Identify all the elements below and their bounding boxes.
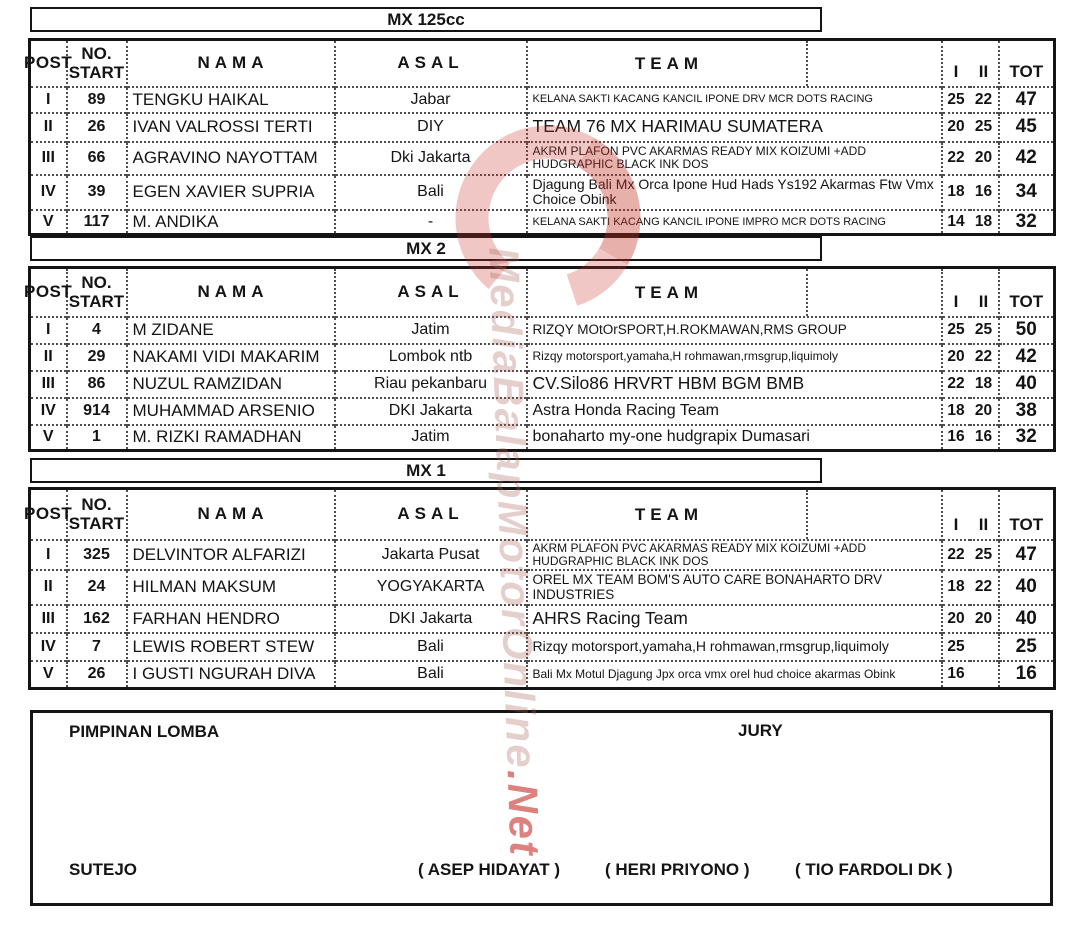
cell-race1-points: 25 [942,633,970,661]
cell-team: bonaharto my-one hudgrapix Dumasari [527,425,942,451]
cell-team: AKRM PLAFON PVC AKARMAS READY MIX KOIZUMI +ADD HUDGRAPHIC BLACK INK DOS [527,540,942,571]
cell-team: Rizqy motorsport,yamaha,H rohmawan,rmsgrup,liquimoly [527,633,942,661]
jury-name-1: ( ASEP HIDAYAT ) [418,860,561,879]
cell-team: OREL MX TEAM BOM'S AUTO CARE BONAHARTO DRV INDUSTRIES [527,570,942,604]
cell-rider-name: NUZUL RAMZIDAN [127,371,335,398]
cell-rider-name: M. RIZKI RAMADHAN [127,425,335,451]
table-row [30,605,1055,633]
cell-race1-points: 22 [942,371,970,398]
table-row [30,87,1055,113]
cell-start-number: 7 [67,633,127,661]
table-row [30,570,1055,604]
cell-start-number: 24 [67,570,127,604]
cell-position: I [30,87,67,113]
cell-start-number: 325 [67,540,127,571]
header-team: TEAM [527,489,942,540]
header-position: POST [24,282,73,302]
jury-title: JURY [738,721,783,740]
cell-race1-points: 22 [942,142,970,175]
cell-rider-name: EGEN XAVIER SUPRIA [127,175,335,210]
cell-race2-points [970,633,999,661]
header-row [30,489,1055,540]
table-row [30,317,1055,344]
cell-position: V [30,661,67,689]
signature-box [30,710,1053,906]
cell-total-points: 42 [999,344,1055,371]
section-title-text: MX 1 [406,460,446,480]
cell-rider-name: IVAN VALROSSI TERTI [127,113,335,142]
header-total: TOT [999,40,1055,87]
cell-position: II [30,113,67,142]
cell-race1-points: 22 [942,540,970,571]
cell-team: AKRM PLAFON PVC AKARMAS READY MIX KOIZUMI +ADD HUDGRAPHIC BLACK INK DOS [527,142,942,175]
header-name: NAMA [127,268,335,317]
cell-race1-points: 18 [942,175,970,210]
watermark-text-main: MediaBalapMotorOnline [480,246,546,771]
cell-team: KELANA SAKTI KACANG KANCIL IPONE DRV MCR DOTS RACING [527,87,942,113]
header-origin: ASAL [335,40,527,87]
cell-position: IV [30,398,67,425]
header-race1: I [942,40,970,87]
cell-total-points: 40 [999,605,1055,633]
cell-start-number: 4 [67,317,127,344]
section-title-mx1 [30,458,822,483]
cell-origin: DKI Jakarta [335,605,527,633]
cell-team: RIZQY MOtOrSPORT,H.ROKMAWAN,RMS GROUP [527,317,942,344]
cell-race1-points: 16 [942,661,970,689]
cell-position: I [30,540,67,571]
cell-total-points: 40 [999,371,1055,398]
table-row [30,113,1055,142]
cell-race1-points: 20 [942,605,970,633]
cell-start-number: 66 [67,142,127,175]
table-row [30,142,1055,175]
cell-origin: DIY [335,113,527,142]
header-race1: I [942,489,970,540]
cell-total-points: 40 [999,570,1055,604]
cell-race1-points: 25 [942,87,970,113]
cell-start-number: 39 [67,175,127,210]
cell-rider-name: I GUSTI NGURAH DIVA [127,661,335,689]
cell-position: V [30,425,67,451]
header-total: TOT [999,489,1055,540]
cell-total-points: 34 [999,175,1055,210]
table-row [30,425,1055,451]
header-race1: I [942,268,970,317]
results-table-mx1 [24,487,1056,690]
cell-team: Astra Honda Racing Team [527,398,942,425]
cell-race1-points: 20 [942,344,970,371]
cell-race2-points: 25 [970,540,999,571]
cell-team: Bali Mx Motul Djagung Jpx orca vmx orel hud choice akarmas Obink [527,661,942,689]
header-start-number: NO. START [67,268,127,317]
table-row [30,371,1055,398]
cell-start-number: 26 [67,113,127,142]
cell-race2-points: 25 [970,317,999,344]
cell-start-number: 89 [67,87,127,113]
cell-start-number: 86 [67,371,127,398]
section-title-mx2 [30,236,822,261]
cell-origin: Jatim [335,317,527,344]
cell-race2-points: 22 [970,87,999,113]
cell-rider-name: AGRAVINO NAYOTTAM [127,142,335,175]
table-row [30,540,1055,571]
table-row [30,344,1055,371]
cell-start-number: 914 [67,398,127,425]
cell-start-number: 1 [67,425,127,451]
cell-total-points: 16 [999,661,1055,689]
cell-origin: Lombok ntb [335,344,527,371]
cell-total-points: 38 [999,398,1055,425]
cell-race2-points: 20 [970,142,999,175]
cell-position: IV [30,175,67,210]
table-row [30,633,1055,661]
header-name: NAMA [127,489,335,540]
cell-total-points: 47 [999,87,1055,113]
cell-race2-points [970,661,999,689]
results-table-mx2 [24,266,1056,452]
cell-rider-name: HILMAN MAKSUM [127,570,335,604]
header-race2: II [978,514,989,534]
cell-origin: DKI Jakarta [335,398,527,425]
table-row [30,398,1055,425]
section-title-text: MX 125cc [387,9,465,29]
cell-team: KELANA SAKTI KACANG KANCIL IPONE IMPRO MCR DOTS RACING [527,210,942,235]
cell-total-points: 47 [999,540,1055,571]
jury-name-2: ( HERI PRIYONO ) [605,860,750,879]
cell-rider-name: DELVINTOR ALFARIZI [127,540,335,571]
table-row [30,175,1055,210]
header-start-number: NO. START [67,40,127,87]
header-total: TOT [999,268,1055,317]
cell-start-number: 29 [67,344,127,371]
cell-origin: Jatim [335,425,527,451]
cell-position: II [30,344,67,371]
cell-rider-name: NAKAMI VIDI MAKARIM [127,344,335,371]
header-row [30,268,1055,317]
header-name: NAMA [127,40,335,87]
cell-origin: Bali [335,661,527,689]
section-title-text: MX 2 [406,238,446,258]
cell-position: III [30,605,67,633]
cell-total-points: 45 [999,113,1055,142]
header-row [30,40,1055,87]
cell-origin: - [335,210,527,235]
cell-race1-points: 18 [942,398,970,425]
header-race2: II [978,61,989,81]
cell-position: III [30,371,67,398]
race-director-name: SUTEJO [69,860,138,879]
cell-race2-points: 18 [970,210,999,235]
cell-team: CV.Silo86 HRVRT HBM BGM BMB [527,371,942,398]
cell-position: V [30,210,67,235]
cell-race1-points: 20 [942,113,970,142]
cell-rider-name: M ZIDANE [127,317,335,344]
cell-start-number: 117 [67,210,127,235]
cell-race1-points: 18 [942,570,970,604]
table-row [30,661,1055,689]
cell-position: II [30,570,67,604]
cell-position: I [30,317,67,344]
cell-origin: YOGYAKARTA [335,570,527,604]
watermark-text-tail: .Net [498,768,549,858]
header-team: TEAM [527,268,942,317]
cell-rider-name: M. ANDIKA [127,210,335,235]
cell-position: IV [30,633,67,661]
header-start-number: NO. START [67,489,127,540]
cell-team: TEAM 76 MX HARIMAU SUMATERA [527,113,942,142]
cell-race2-points: 20 [970,398,999,425]
cell-total-points: 32 [999,425,1055,451]
cell-race2-points: 25 [970,113,999,142]
cell-rider-name: MUHAMMAD ARSENIO [127,398,335,425]
cell-race2-points: 18 [970,371,999,398]
header-origin: ASAL [335,268,527,317]
cell-total-points: 32 [999,210,1055,235]
results-table-mx125cc [24,38,1056,236]
header-origin: ASAL [335,489,527,540]
cell-origin: Jabar [335,87,527,113]
section-title-mx125cc [30,7,822,32]
cell-position: III [30,142,67,175]
cell-race1-points: 16 [942,425,970,451]
cell-origin: Bali [335,175,527,210]
cell-rider-name: FARHAN HENDRO [127,605,335,633]
cell-race2-points: 22 [970,344,999,371]
cell-start-number: 162 [67,605,127,633]
cell-rider-name: TENGKU HAIKAL [127,87,335,113]
cell-total-points: 42 [999,142,1055,175]
race-director-title: PIMPINAN LOMBA [69,722,220,741]
table-row [30,210,1055,235]
cell-team: Djagung Bali Mx Orca Ipone Hud Hads Ys192 Akarmas Ftw Vmx Choice Obink [527,175,942,210]
header-position: POST [24,53,73,73]
cell-team: Rizqy motorsport,yamaha,H rohmawan,rmsgrup,liquimoly [527,344,942,371]
cell-race2-points: 22 [970,570,999,604]
cell-race2-points: 20 [970,605,999,633]
cell-origin: Riau pekanbaru [335,371,527,398]
cell-race1-points: 25 [942,317,970,344]
cell-rider-name: LEWIS ROBERT STEW [127,633,335,661]
cell-race1-points: 14 [942,210,970,235]
cell-origin: Jakarta Pusat [335,540,527,571]
cell-start-number: 26 [67,661,127,689]
header-race2: II [978,291,989,311]
header-team: TEAM [527,40,942,87]
cell-team: AHRS Racing Team [527,605,942,633]
cell-origin: Bali [335,633,527,661]
cell-total-points: 25 [999,633,1055,661]
cell-race2-points: 16 [970,425,999,451]
cell-race2-points: 16 [970,175,999,210]
jury-name-3: ( TIO FARDOLI DK ) [795,860,953,879]
cell-origin: Dki Jakarta [335,142,527,175]
header-position: POST [24,504,73,524]
cell-total-points: 50 [999,317,1055,344]
